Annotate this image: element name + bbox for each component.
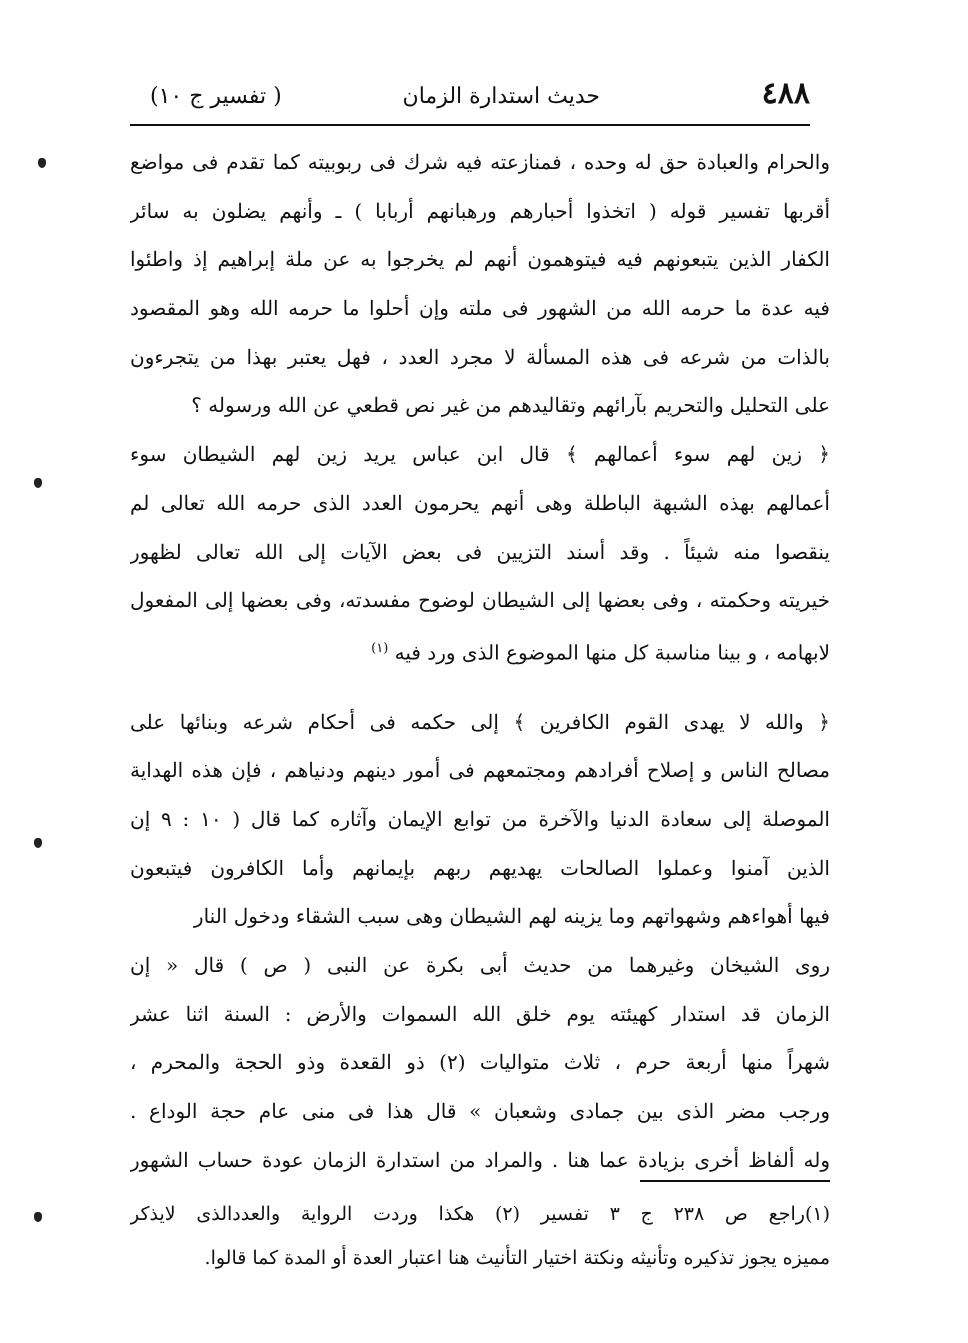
text-line: خيريته وحكمته ، وفى بعضها إلى الشيطان لوضوح مفسدته، وفى بعضها إلى المفعول (130, 588, 830, 613)
text-line: الكفار الذين يتبعونهم فيه فيتوهمون أنهم لم يخرجوا به عن ملة إبراهيم إذ واطئوا (130, 247, 830, 272)
footnote-rule (640, 1180, 830, 1182)
text-line: أقربها تفسير قوله ( اتخذوا أحبارهم ورهبانهم أربابا ) ـ وأنهم يضلون به سائر (130, 198, 830, 223)
text-line: مصالح الناس و إصلاح أفرادهم ومجتمعهم فى أمور دينهم ودنياهم ، فإن هذه الهداية (130, 758, 830, 783)
volume-reference: ( تفسير ج ١٠) (150, 84, 282, 109)
text-line: فيه عدة ما حرمه الله من الشهور فى ملته وإن أحلوا ما حرمه الله وهو المقصود (130, 296, 830, 321)
scan-speck (34, 1212, 42, 1222)
text-line: بالذات من شرعه فى هذه المسألة لا مجرد العدد ، فهل يعتبر بهذا من يتجرءون (130, 344, 830, 369)
text-line: فيها أهواءهم وشهواتهم وما يزينه لهم الشيطان وهى سبب الشقاء ودخول النار (193, 904, 830, 929)
scan-speck (38, 158, 46, 168)
footnote-marker: (١) (371, 640, 389, 656)
text-line: والحرام والعبادة حق له وحده ، فمنازعته فيه شرك فى ربوبيته كما تقدم فى مواضع (130, 150, 830, 174)
footnote-line: مميزه يجوز تذكيره وتأنيثه ونكتة اختيار التأنيث هنا اعتبار العدة أو المدة كما قالوا. (204, 1247, 830, 1269)
header-rule (130, 124, 810, 126)
footnote-line: (١)راجع ص ٢٣٨ ج ٣ تفسير (٢) هكذا وردت الرواية والعددالذى لايذكر (130, 1203, 830, 1225)
text-line: روى الشيخان وغيرهما من حديث أبى بكرة عن النبى ( ص ) قال « إن (130, 953, 830, 977)
text-line: ورجب مضر الذى بين جمادى وشعبان » قال هذا فى منى عام حجة الوداع . (130, 1099, 830, 1124)
text-line: الزمان قد استدار كهيئته يوم خلق الله السموات والأرض : السنة اثنا عشر (130, 1001, 830, 1026)
main-text (130, 138, 830, 1184)
page-number: ٤٨٨ (761, 76, 810, 111)
text-line: ﴿ زين لهم سوء أعمالهم ﴾ قال ابن عباس يريد زين لهم الشيطان سوء (130, 442, 830, 467)
text-line: أعمالهم بهذه الشبهة الباطلة وهى أنهم يحرمون العدد الذى حرمه الله تعالى لم (130, 490, 830, 515)
text-line-with-note (130, 625, 830, 674)
paragraph-gap (130, 674, 830, 698)
running-header (150, 72, 810, 118)
text-line: ينقصوا منه شيئاً . وقد أسند التزيين فى بعض الآيات إلى الله تعالى لظهور (130, 539, 830, 564)
text-line: على التحليل والتحريم بآرائهم وتقاليدهم من غير نص قطعي عن الله ورسوله ؟ (191, 393, 830, 418)
scan-speck (34, 838, 42, 848)
text-line: ﴿ والله لا يهدى القوم الكافرين ﴾ إلى حكمه فى أحكام شرعه وبنائها على (130, 709, 830, 734)
scan-speck (34, 478, 42, 488)
text-line: شهراً منها أربعة حرم ، ثلاث متواليات (٢) ذو القعدة وذو الحجة والمحرم ، (130, 1050, 830, 1075)
text-line: الموصلة إلى سعادة الدنيا والآخرة من توابع الإيمان وآثاره كما قال ( ١٠ : ٩ إن (130, 806, 830, 831)
text-line: لابهامه ، و بينا مناسبة كل منها الموضوع الذى ورد فيه (394, 640, 830, 665)
running-title: حديث استدارة الزمان (402, 84, 600, 109)
text-line: الذين آمنوا وعملوا الصالحات يهديهم ربهم بإيمانهم وأما الكافرون فيتبعون (130, 855, 830, 880)
text-line: وله ألفاظ أخرى بزيادة عما هنا . والمراد من استدارة الزمان عودة حساب الشهور (130, 1147, 830, 1172)
footnotes (130, 1192, 830, 1280)
